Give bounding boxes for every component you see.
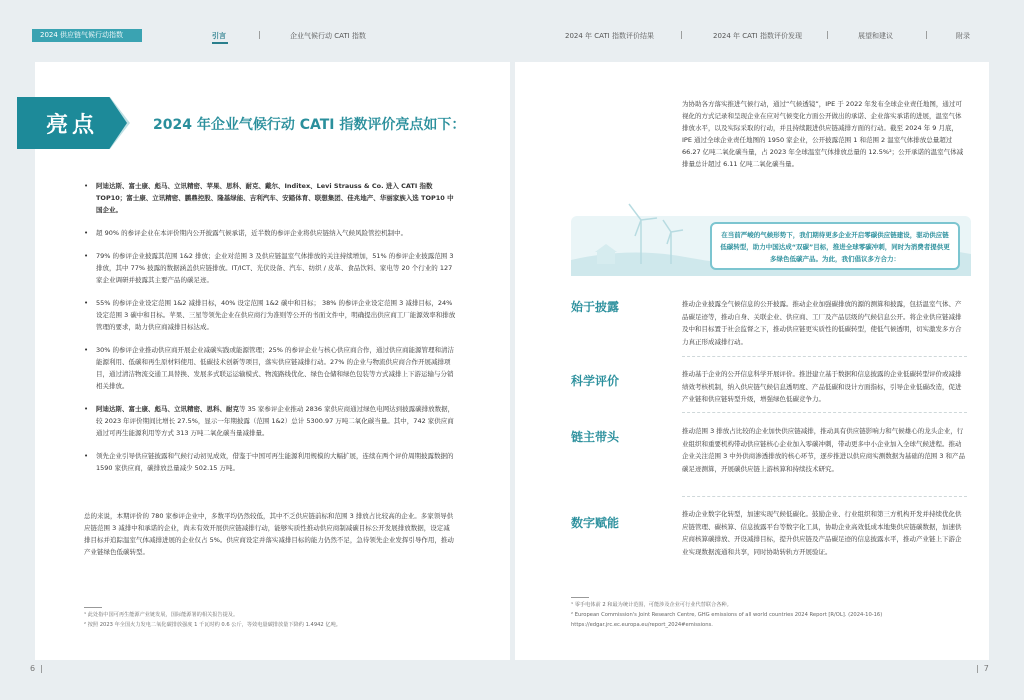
list-item: • 超 90% 的参评企业在本评价期内公开披露气候承诺，近半数的参评企业将供应链纳入气候风险管控机制中。 bbox=[84, 227, 456, 239]
list-item: • 阿迪达斯、富士康、彪马、立讯精密、苹果、思科、耐克、戴尔、Inditex、Levi Strauss & Co. 进入 CATI 指数 TOP10；富士康、立讯精密、鹏鼎控股、隆基绿能、吉利汽车、安踏体育、联想集团、佳兆地产、华丽家族入选 TOP10 中国企业。 bbox=[84, 180, 456, 216]
nav-separator: | bbox=[680, 30, 683, 39]
footnotes bbox=[84, 610, 456, 630]
footnote: https://edgar.jrc.ec.europa.eu/report_2024#emissions. bbox=[571, 622, 713, 628]
nav-tab-findings[interactable]: 2024 年 CATI 指数评价发现 bbox=[713, 32, 802, 40]
nav-active-indicator bbox=[212, 42, 228, 44]
intro-paragraph: 为协助各方落实推进气候行动，通过“气候透镜”，IPE 于 2022 年发布全球企业责任地图，通过可视化的方式记录和呈现企业在应对气候变化方面公开做出的承诺、企业落实承诺的进展，温室气体排放水平，以及实际采取的行动，并且持续跟进供应链减排方面的行动。截至 2024 年 9 月底，IPE 通过全球企业责任地图的 1950 家企业，公开披露范围 1 和范围 2 温室气体排放总量超过 66.27 亿吨二氧化碳当量，占 2023 年全球温室气体排放总量的 12.5%²；公开承诺的温室气体减排量总计超过 6.11 亿吨二氧化碳当量。 bbox=[682, 100, 964, 168]
section-body-chain-leader: 推动范围 3 排放占比较的企业加快供应链减排，推动具有供应链影响力和气候雄心的龙头企业，行业组织和重要机构带动供应链核心企业加入零碳冲刺，带动更多中小企业加入全球气候进程。推动企业关注范围 3 中外供商渗透排放的核心环节，逐步推进以供应商实测数据为基础的范围 3 和产品碳足迹测算，开展碳供应链上游核算和持续技术研究。 bbox=[682, 427, 966, 473]
list-item: • 阿迪达斯、富士康、彪马、立讯精密、思科、耐克等 35 家参评企业推动 2836 家供应商通过绿色电网达到披露碳排放数据，较 2023 年评价期间比增长 27.5%，显示一年期披露（范围 1&2）总计 5300.97 万吨二氧化碳当量。其中，742 家供应商通过可再生能源利用等方式 313 万吨二氧化碳当量减排量。 bbox=[84, 403, 456, 439]
section-heading-digital: 数字赋能 bbox=[571, 516, 620, 530]
nav-tab-intro[interactable]: 引言 bbox=[212, 32, 226, 40]
section-body-digital: 推动企业数字化转型，加速实现气候低碳化。鼓励企业、行业组织和第三方机构开发并持续优化供应链管理、碳核算、信息披露平台等数字化工具，协助企业高效低成本地集供应链碳数据，加速供应商核算碳排放、开设减排目标，提升供应链及产品碳足迹的信息披露水平，推动产业链上下游企业实现数据流通和共享，同时协助转轨方开展验证。 bbox=[682, 510, 962, 556]
list-item: • 领先企业引导供应链披露和气候行动初见成效，借鉴于中国可再生能源利用规模的大幅扩展，连续在两个评价周期披露数据的 1590 家供应商，碳排放总量减少 502.15 万吨。 bbox=[84, 450, 456, 474]
section-divider bbox=[682, 496, 967, 497]
highlight-label: 亮点 bbox=[46, 113, 99, 138]
nav-tab-cati-index[interactable]: 企业气候行动 CATI 指数 bbox=[290, 32, 366, 40]
section-heading-evaluation: 科学评价 bbox=[571, 374, 620, 388]
section-heading-chain-leader: 链主带头 bbox=[571, 430, 620, 444]
initiative-quote: 在当前严峻的气候形势下，我们期待更多企业开启零碳供应链建设，驱动供应链低碳转型，助力中国达成“双碳”目标，推进全球零碳冲刺，同时为消费者提供更多绿色低碳产品。为此，我们倡议多方合力： bbox=[710, 222, 960, 270]
footnote: ² 按照 2023 年全国火力发电二氧化碳排放强度 1 千瓦时约 0.6 公斤，等效电量碳排放量下降约 1.4942 亿吨。 bbox=[84, 622, 341, 628]
document-title-badge: 2024 供应链气候行动指数 bbox=[32, 29, 142, 42]
nav-tab-outlook[interactable]: 展望和建议 bbox=[858, 32, 893, 40]
summary-paragraph: 总的来说，本期评价的 780 家参评企业中，多数平均仍然较低，其中不乏供应链前标和范围 3 排放占比较高的企业。多家领导供应链范围 3 减排中和承诺的企业，尚未有效开展供应链减排行动，能够实质性推动供应商制减碳目标公开发展排放数据，设定减排目标并追踪温室气体减排进展的企业仅占 5%。供应商设定并落实减排目标的能力仍然不足，急待领先企业发挥引导作用，推动产业链绿色低碳转型。 bbox=[84, 512, 454, 556]
page-number-left: 6 | bbox=[30, 664, 43, 673]
section-body-evaluation: 推动基于企业的公开信息科学开展评价。推进建立基于数据和信息披露的企业低碳转型评价或减排绩效考核机制，纳入供应链气候信息透明度、产品低碳和设计方面指标，引导企业低碳改造，促进产业链和供应链转型升级，增强绿色低碳竞争力。 bbox=[682, 370, 962, 403]
highlight-list bbox=[84, 180, 456, 485]
footnote: ¹ 零手电体前 2 和最为统计范围，可能涉及企业可行业代替联合各种。 bbox=[571, 602, 732, 608]
footnote: ² European Commission's Joint Research Centre, GHG emissions of all world countries 2024 Report [R/OL]. (2024-10-16) bbox=[571, 612, 883, 618]
footnotes bbox=[571, 600, 967, 630]
top-nav bbox=[0, 0, 1024, 52]
section-divider bbox=[682, 412, 967, 413]
list-item: • 79% 的参评企业披露其范围 1&2 排放；企业对范围 3 及供应链温室气体排放的关注持续增加，51% 的参评企业披露范围 3 排放，其中 77% 披露的数据涵盖供应链排放。IT/ICT、光伏设备、汽车、纺织 / 皮革、食品饮料、家电等 20 个行业的 127 家企业调研并披露其主要产品的碳足迹。 bbox=[84, 250, 456, 286]
nav-separator: | bbox=[826, 30, 829, 39]
footnote-divider bbox=[84, 607, 102, 608]
section-body-disclosure: 推动企业披露全气候信息的公开披露。推动企业加强碳排放的源的测算和披露，包括温室气体、产品碳足迹等，推动自身、关联企业、供应商、工厂及产品层级的气候信息公开。将企业供应链减排及中和目标置于社会监督之下，推动供应链更实质性的低碳转型，使低气候透明，切实激发多方合力真正形成减排行动。 bbox=[682, 300, 962, 346]
footnote: ¹ 此处指中国可再生能源产业链发展，国际能源署的相关报告提及。 bbox=[84, 612, 239, 618]
list-item: • 30% 的参评企业推动供应商开展企业减碳实践或能源管理；25% 的参评企业与核心供应商合作，通过供应商能源管理和清洁能源利用、低碳和再生原材料使用、低碳技术创新等项目，落实供应链减排行动。27% 的企业与物流供应商合作开展减排项目，通过清洁物流交通工具替换、发展多式联运运输模式、物流路线优化、绿色仓储和绿色包装等方式减排上下游运输与分销相关排放。 bbox=[84, 344, 456, 392]
nav-separator: | bbox=[258, 30, 261, 39]
list-item: • 55% 的参评企业设定范围 1&2 减排目标，40% 设定范围 1&2 碳中和目标； 38% 的参评企业设定范围 3 减排目标，24% 设定范围 3 碳中和目标。苹果、三星等领先企业在供应商行为准则等公开的书面文件中，明确提出供应商工厂能源效率和排放管理的要求，助力供应商减排目标达成。 bbox=[84, 297, 456, 333]
section-heading-disclosure: 始于披露 bbox=[571, 300, 620, 314]
footnote-divider bbox=[571, 597, 589, 598]
nav-tab-appendix[interactable]: 附录 bbox=[956, 32, 970, 40]
page-number-right: | 7 bbox=[976, 664, 989, 673]
nav-separator: | bbox=[925, 30, 928, 39]
section-title: 2024 年企业气候行动 CATI 指数评价亮点如下： bbox=[153, 117, 466, 133]
section-divider bbox=[682, 356, 967, 357]
nav-tab-results[interactable]: 2024 年 CATI 指数评价结果 bbox=[565, 32, 654, 40]
